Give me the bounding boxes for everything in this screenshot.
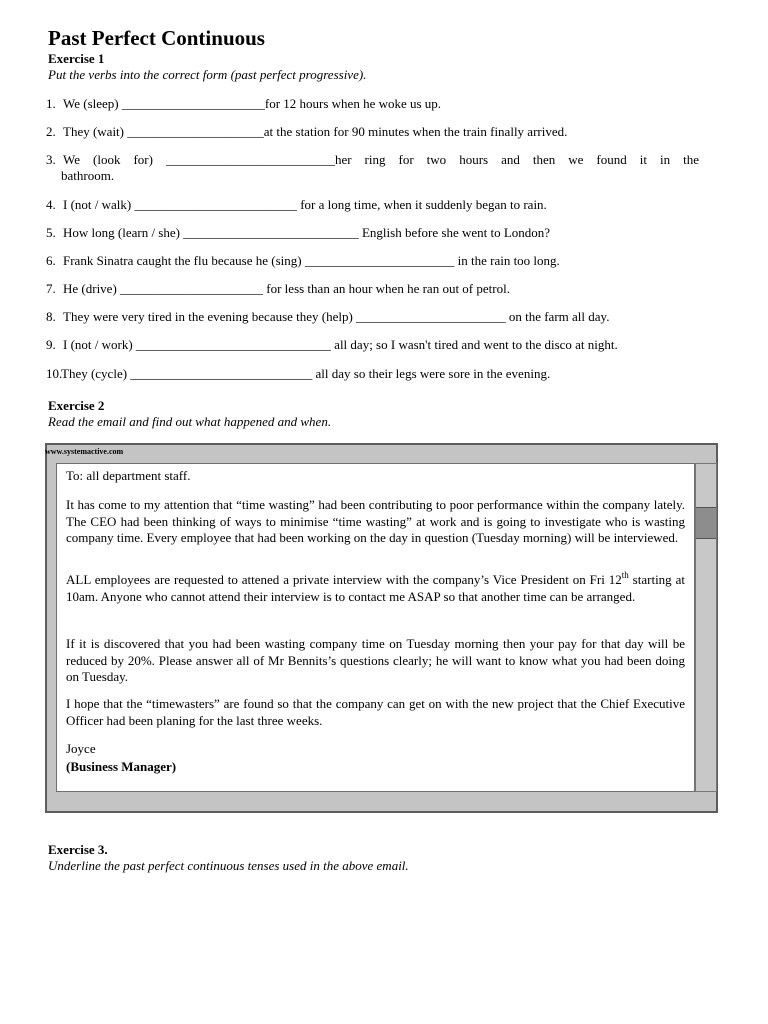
- exercise-item: [46, 197, 699, 213]
- exercise-item: [46, 152, 699, 184]
- item-number: 9.: [46, 337, 56, 352]
- item-text: We (sleep) ______________________for 12 hours when he woke us up.: [63, 96, 442, 111]
- scrollbar-thumb[interactable]: [696, 507, 716, 539]
- email-paragraph: It has come to my attention that “time wasting” had been contributing to poor performance within the company lately. The CEO had been thinking of ways to minimise “time wasting” at work and is going to investigate who is wasting company time. Every employee that had been working on the day in question (Tuesday morning) will be interviewed.: [66, 497, 685, 545]
- item-text-continued: bathroom.: [61, 168, 115, 183]
- item-number: 5.: [46, 225, 56, 240]
- item-text: They (wait) _____________________at the station for 90 minutes when the train finally arrived.: [63, 124, 568, 139]
- exercise2-instruction: Read the email and find out what happened and when.: [48, 414, 332, 429]
- email-text: starting at 10am. Anyone who cannot attend their interview is to contact me ASAP so that another time can be arranged.: [66, 572, 685, 604]
- item-text: He (drive) ______________________ for less than an hour when he ran out of petrol.: [63, 281, 510, 296]
- item-number: 1.: [46, 96, 56, 111]
- item-text: I (not / walk) _________________________ for a long time, when it suddenly began to rain.: [63, 197, 547, 212]
- exercise1-heading: Exercise 1: [48, 51, 105, 66]
- exercise3-instruction: Underline the past perfect continuous tenses used in the above email.: [48, 858, 409, 873]
- item-number: 7.: [46, 281, 56, 296]
- exercise-item: [46, 253, 699, 269]
- email-paragraph: I hope that the “timewasters” are found so that the company can get on with the new project that the Chief Executive Officer had been planing for the last three weeks.: [66, 696, 685, 728]
- email-recipient-line: To: all department staff.: [66, 468, 191, 483]
- item-text: I (not / work) ______________________________ all day; so I wasn't tired and went to the disco at night.: [63, 337, 618, 352]
- exercise-item: [46, 309, 699, 325]
- exercise-item: [46, 337, 699, 353]
- item-text: They were very tired in the evening because they (help) _______________________ on the farm all day.: [63, 309, 610, 324]
- exercise-item: [46, 96, 699, 112]
- item-number: 10.: [46, 366, 63, 381]
- ordinal-suffix: th: [621, 569, 629, 580]
- exercise-item: [46, 281, 699, 297]
- page-title: Past Perfect Continuous: [48, 26, 265, 50]
- email-paragraph: If it is discovered that you had been wasting company time on Tuesday morning then your pay for that day will be reduced by 20%. Please answer all of Mr Bennits’s questions clearly; he will want to know what you had been doing on Tuesday.: [66, 636, 685, 684]
- exercise2-heading: Exercise 2: [48, 398, 105, 413]
- email-signature-title: (Business Manager): [66, 759, 177, 774]
- item-number: 6.: [46, 253, 56, 268]
- item-text: Frank Sinatra caught the flu because he (sing) _______________________ in the rain too long.: [63, 253, 560, 268]
- item-number: 8.: [46, 309, 56, 324]
- item-number: 3.: [46, 152, 56, 167]
- exercise-item: [46, 366, 699, 382]
- email-text: ALL employees are requested to attened a private interview with the company’s Vice President on Fri 12: [66, 572, 622, 587]
- website-url: www.systemactive.com: [45, 447, 124, 456]
- item-text: They (cycle) ____________________________ all day so their legs were sore in the evening.: [61, 366, 551, 381]
- item-number: 4.: [46, 197, 56, 212]
- item-number: 2.: [46, 124, 56, 139]
- item-text: We (look for) __________________________her ring for two hours and then we found it in the: [63, 152, 699, 167]
- item-text: How long (learn / she) ___________________________ English before she went to London?: [63, 225, 551, 240]
- exercise-item: [46, 124, 699, 140]
- email-signature-name: Joyce: [66, 741, 96, 756]
- email-paragraph: [66, 569, 685, 605]
- exercise1-instruction: Put the verbs into the correct form (past perfect progressive).: [48, 67, 367, 82]
- exercise-item: [46, 225, 699, 241]
- exercise3-heading: Exercise 3.: [48, 842, 108, 857]
